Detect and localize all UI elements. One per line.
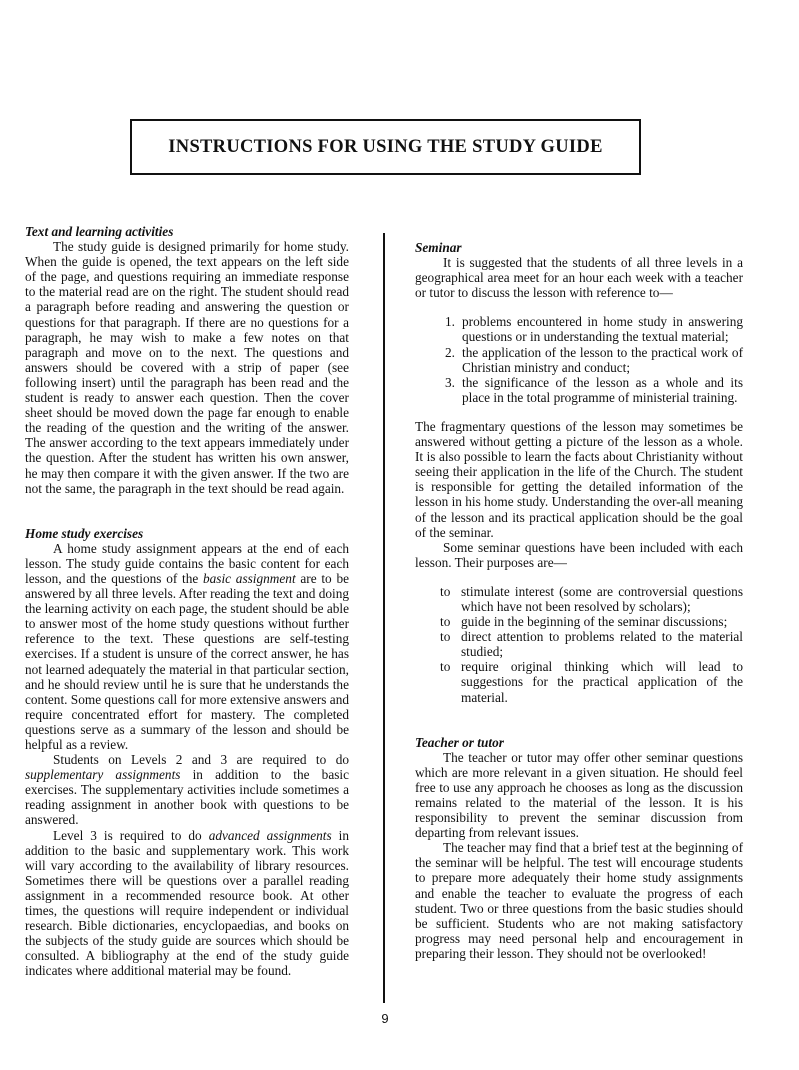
list-item: to direct attention to problems related to the material studied;: [440, 629, 743, 660]
emphasis: advanced assignments: [208, 827, 332, 843]
paragraph: A home study assignment appears at the end of each lesson. The study guide contains the basic content for each lesson, and the questions of the basic assignment are to be answered by all three levels. After reading the text and doing the learning activity on each page, the student should be able to answer most of the home study questions without further reference to the text. These questions are self-testing exercises. If a student is unsure of the correct answer, he has not learned adequately the material in that particular section, and he should review until he is sure that he understands the content. Some questions call for more extensive answers and require concentrated effort for mastery. The completed questions serve as a summary of the lesson and should be helpful as a review.: [25, 540, 349, 752]
list-item: 1. problems encountered in home study in answering questions or in understanding the textual material;: [445, 314, 743, 345]
page-number: 9: [381, 1011, 389, 1026]
page-title: INSTRUCTIONS FOR USING THE STUDY GUIDE: [168, 136, 603, 157]
list-item: to guide in the beginning of the seminar discussions;: [440, 614, 728, 630]
paragraph: Students on Levels 2 and 3 are required to do supplementary assignments in addition to the basic exercises. The supplementary activities include sometimes a reading assignment in another book with questions to be answered.: [25, 752, 350, 828]
section-teacher-tutor: [415, 735, 743, 961]
paragraph: The teacher may find that a brief test at the beginning of the seminar will be helpful. The test will encourage students to prepare more adequately their home study assignments and enable the teacher to evaluate the progress of each student. Two or three questions from the basic studies should be sufficient. Students who are not making satisfactory progress may need personal help and encouragement in preparing their lesson. They should not be overlooked!: [415, 840, 743, 961]
list-item: 2. the application of the lesson to the practical work of Christian ministry and conduct;: [445, 344, 743, 375]
list-item: to stimulate interest (some are controversial questions which have not been resolved by scholars);: [440, 583, 743, 614]
paragraph: The teacher or tutor may offer other seminar questions which are more relevant in a given situation. He should feel free to use any approach he chooses as long as the discussion remains related to the material of the lesson. It is his responsibility to prevent the seminar discussion from departing from relevant issues.: [415, 749, 743, 841]
section-heading: Home study exercises: [25, 525, 144, 541]
seminar-topics-list: [415, 314, 743, 405]
right-column: [415, 240, 743, 961]
left-column: [25, 224, 349, 979]
section-heading: Teacher or tutor: [415, 734, 504, 750]
section-heading: Text and learning activities: [25, 224, 174, 239]
emphasis: supplementary assignments: [25, 767, 181, 783]
paragraph: Level 3 is required to do advanced assignments in addition to the basic and supplementary work. This work will vary according to the availability of library resources. Sometimes there will be questions over a parallel reading assignment in a recommended resource book. At other times, the questions will require independent or individual research. Bible dictionaries, encyclopaedias, and books on the subjects of the study guide are sources which should be consulted. A bibliography at the end of the study guide indicates where additional material may be found.: [25, 827, 349, 979]
title-box: [130, 119, 641, 175]
section-seminar: [415, 240, 743, 705]
section-home-study: [25, 526, 349, 979]
section-heading: Seminar: [415, 240, 462, 255]
seminar-purposes-list: [415, 584, 743, 705]
list-item: 3. the significance of the lesson as a whole and its place in the total programme of ministerial training.: [445, 374, 743, 405]
paragraph: Some seminar questions have been included with each lesson. Their purposes are—: [415, 539, 743, 570]
paragraph: It is suggested that the students of all three levels in a geographical area meet for an hour each week with a teacher or tutor to discuss the lesson with reference to—: [415, 255, 743, 301]
paragraph: The study guide is designed primarily for home study. When the guide is opened, the text appears on the left side of the page, and questions requiring an immediate response to the material read are on the right. The student should read a paragraph before reading and answering the question or questions for that paragraph. If there are no questions for a paragraph, he may wish to make a few notes on that paragraph and move on to the next. The questions and answers should be covered with a strip of paper (see following insert) until the paragraph has been read and the student is ready to answer each question. Then the cover sheet should be moved down the page far enough to enable the reading of the question and the writing of the answer. The answer according to the text appears immediately under the question. After the student has written his own answer, he may then compare it with the given answer. If the two are not the same, the paragraph in the text should be read again.: [25, 239, 349, 496]
list-item: to require original thinking which will lead to suggestions for the practical application of the material.: [440, 659, 743, 705]
column-divider: [383, 233, 385, 1003]
emphasis: basic assignment: [203, 570, 296, 586]
section-text-learning: [25, 224, 349, 496]
paragraph: The fragmentary questions of the lesson may sometimes be answered without getting a picture of the lesson as a whole. It is also possible to learn the facts about Christianity without seeing their application in the life of the Church. The student is responsible for getting the detailed information of the lesson in his home study. Understanding the over-all meaning of the lesson and its practical application should be the goal of the seminar.: [415, 418, 743, 540]
